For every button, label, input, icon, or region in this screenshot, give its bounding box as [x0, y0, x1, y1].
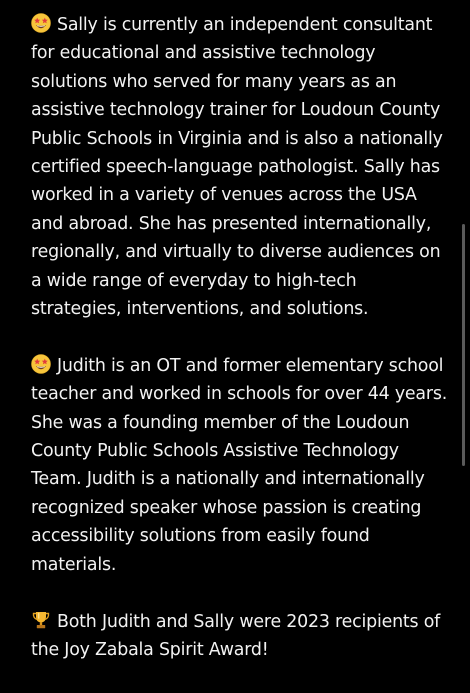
- judith-bio-text: Judith is an OT and former elementary school teacher and worked in schools for over 44 years. She was a founding member of the Loudoun County Public Schools Assistive Technology Team. Judith is a nationally and internationally recognized speaker whose passion is creating accessibility solutions from easily found materials.: [31, 355, 448, 575]
- trophy-icon: [31, 610, 51, 630]
- award-paragraph: [31, 608, 451, 665]
- sally-bio-text: Sally is currently an independent consultant for educational and assistive technology solutions who served for many years as an assistive technology trainer for Loudoun County Public Schools in Virginia and is also a nationally certified speech-language pathologist. Sally has worked in a variety of venues across the USA and abroad. She has presented internationally, regionally, and virtually to diverse audiences on a wide range of everyday to high-tech strategies, interventions, and solutions.: [31, 15, 443, 320]
- scrollbar[interactable]: [462, 224, 465, 466]
- sally-bio-paragraph: [31, 11, 451, 323]
- post-body: [31, 11, 451, 693]
- judith-bio-paragraph: [31, 352, 451, 579]
- award-text: Both Judith and Sally were 2023 recipients of the Joy Zabala Spirit Award!: [31, 611, 441, 660]
- star-struck-icon: [31, 13, 51, 33]
- star-struck-icon: [31, 354, 51, 374]
